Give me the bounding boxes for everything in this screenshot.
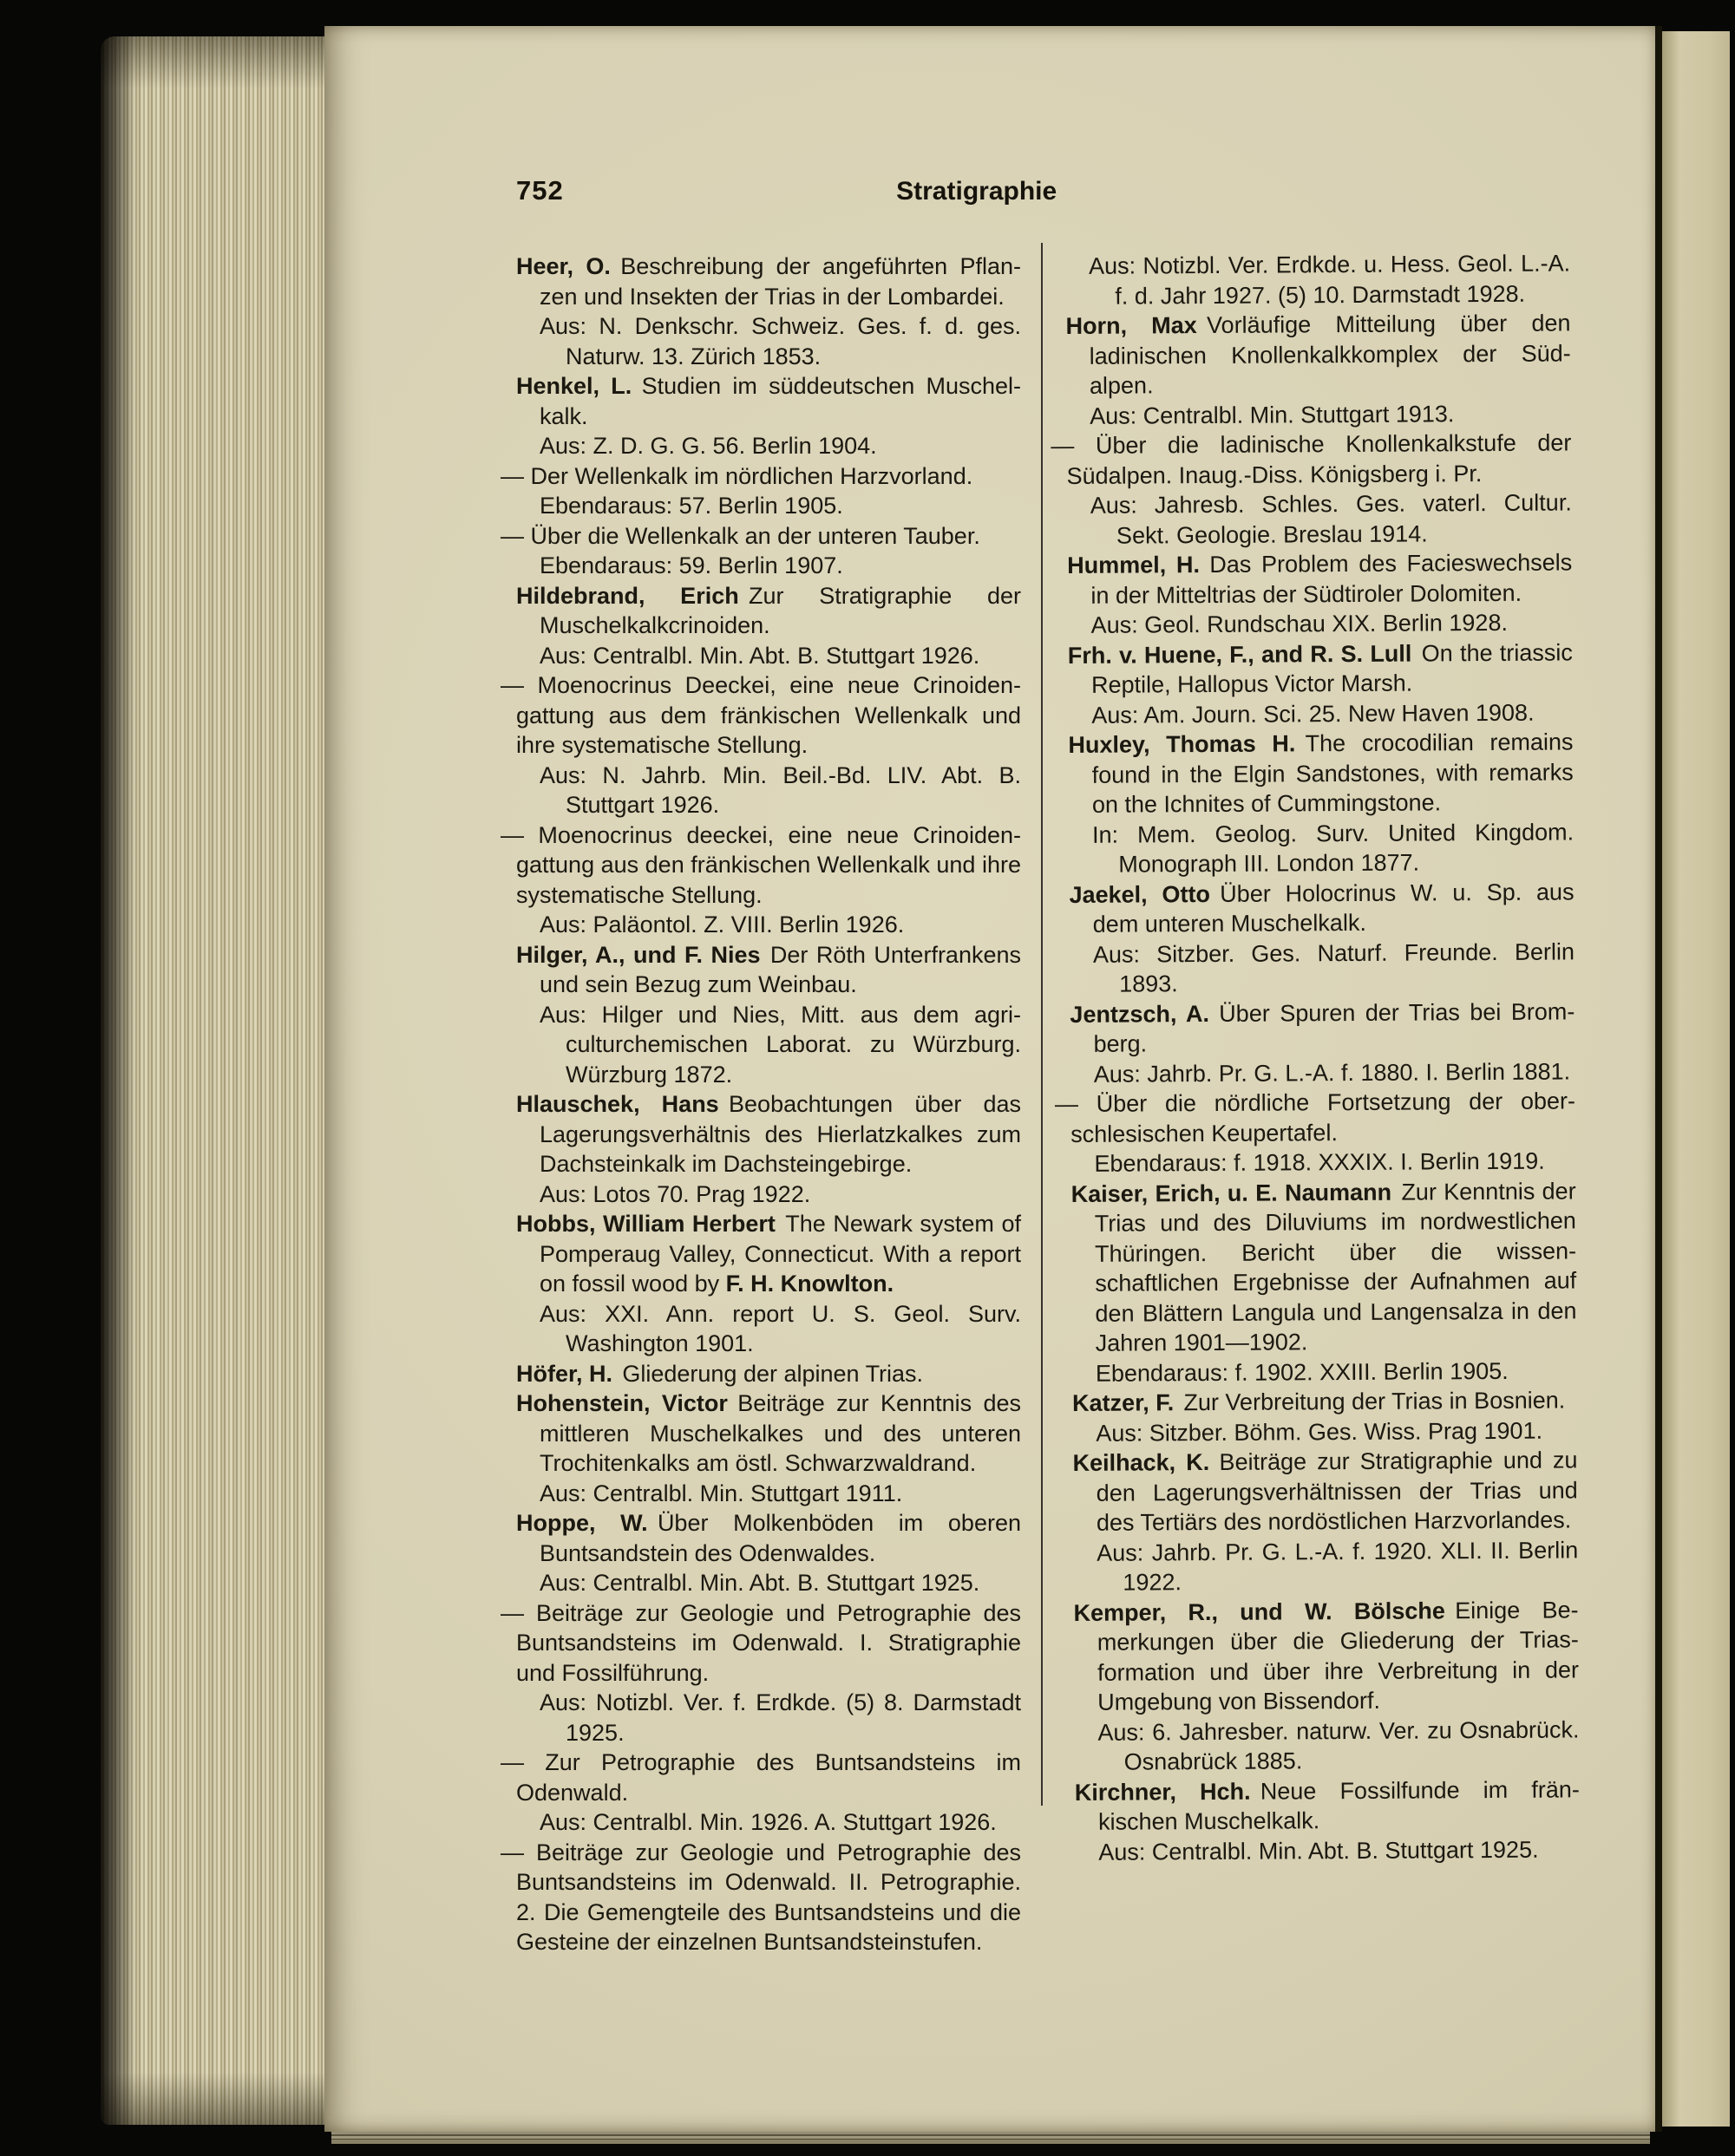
- entry-title-line: [1070, 996, 1575, 1060]
- entry-text: Beiträge zur Kenntnis des mittleren Muschelkalkes und des unteren Trochitenkalks am östl. Schwarzwaldrand.: [540, 1390, 1021, 1476]
- bibliography-entry: [516, 1209, 1021, 1359]
- entry-text: Über Holocrinus W. u. Sp. aus dem unteren Muschelkalk.: [1092, 878, 1575, 938]
- entry-text: Aus: Centralbl. Min. Abt. B. Stuttgart 1925.: [540, 1570, 980, 1596]
- entry-source-line: [1070, 1146, 1575, 1179]
- author-name: Höfer, H.: [516, 1360, 613, 1387]
- bibliography-entry: [501, 820, 1021, 940]
- entry-title-line: [1068, 727, 1574, 820]
- bibliography-entry: [516, 252, 1021, 371]
- entry-source-line: [516, 491, 1021, 521]
- entry-text: Zur Kenntnis der Trias und des Diluviums im nordwestlichen Thüringen. Bericht über die wissenschaftlichen Ergebnisse der Aufnahmen auf den Blättern Langula und Langensalza in den Jahren 1901—1902.: [1094, 1177, 1577, 1356]
- entry-text: Zur Stratigraphie der Muschelkalkcrinoiden.: [540, 582, 1021, 638]
- right-column: [1051, 248, 1580, 1867]
- entry-text: Aus: Z. D. G. G. 56. Berlin 1904.: [540, 433, 877, 459]
- entry-source-line: [1073, 1535, 1578, 1598]
- entry-text: Aus: Sitzber. Böhm. Ges. Wiss. Prag 1901.: [1096, 1417, 1543, 1447]
- bibliography-entry: [501, 521, 1021, 581]
- bibliography-entry: [501, 1748, 1021, 1838]
- bibliography-entry: [1065, 248, 1570, 311]
- entry-text: Aus: N. Jahrb. Min. Beil.-Bd. LIV. Abt. B. Stuttgart 1926.: [540, 761, 1021, 818]
- entry-title-line: [1051, 428, 1572, 491]
- entry-title-line: [516, 1359, 1021, 1389]
- entry-text: Aus: XXI. Ann. report U. S. Geol. Surv. Washington 1901.: [540, 1300, 1021, 1356]
- entry-text: Studien im süddeutschen Muschelkalk.: [540, 373, 1021, 429]
- entry-source-line: [1069, 817, 1574, 880]
- entry-text: Aus: Jahrb. Pr. G. L.-A. f. 1880. I. Berlin 1881.: [1093, 1057, 1571, 1088]
- entry-text: Ebendaraus: f. 1902. XXIII. Berlin 1905.: [1095, 1357, 1509, 1387]
- running-title: Stratigraphie: [896, 177, 1057, 206]
- bibliography-entry: [501, 1838, 1021, 1957]
- author-name: Jentzsch, A.: [1070, 1000, 1210, 1028]
- entry-text: The Newark system of Pomperaug Valley, Connecticut. With a report on fossil wood by: [540, 1211, 1021, 1297]
- entry-text: — Über die nördliche Fortsetzung der oberschlesischen Keupertafel.: [1054, 1088, 1576, 1147]
- author-name: Frh. v. Huene, F., and R. S. Lull: [1067, 640, 1412, 669]
- page-header: [324, 175, 1655, 215]
- bottom-page-edges: [331, 2132, 1650, 2144]
- entry-text: Aus: Centralbl. Min. 1926. A. Stuttgart 1926.: [540, 1809, 997, 1835]
- page-number: 752: [516, 175, 564, 206]
- entry-text: Gliederung der alpinen Trias.: [622, 1360, 924, 1387]
- entry-title-line: [501, 1748, 1021, 1807]
- entry-text: — Beiträge zur Geologie und Petrographie des Buntsandsteins im Odenwald. I. Stratigraphie und Fossilführung.: [501, 1599, 1021, 1686]
- author-name: Hildebrand, Erich: [516, 582, 739, 609]
- author-name: Hummel, H.: [1067, 552, 1201, 578]
- bibliography-entry: [516, 940, 1021, 1090]
- author-name: Heer, O.: [516, 253, 611, 279]
- bibliography-entry: [516, 1388, 1021, 1508]
- bibliography-entry: [1068, 727, 1574, 879]
- entry-text: Ebendaraus: 59. Berlin 1907.: [540, 552, 843, 578]
- entry-title-line: [516, 1388, 1021, 1479]
- entry-text: Aus: Jahrb. Pr. G. L.-A. f. 1920. XLI. II. Berlin 1922.: [1097, 1536, 1579, 1596]
- entry-title-line: [1072, 1385, 1577, 1418]
- entry-text: — Über die Wellenkalk an der unteren Tauber.: [501, 522, 980, 549]
- bibliography-entry: [516, 581, 1021, 671]
- entry-title-line: [501, 1838, 1021, 1957]
- entry-text: Aus: N. Denkschr. Schweiz. Ges. f. d. ges. Naturw. 13. Zürich 1853.: [540, 313, 1021, 369]
- entry-text: Über Spuren der Trias bei Bromberg.: [1093, 997, 1575, 1057]
- entry-text: Aus: Geol. Rundschau XIX. Berlin 1928.: [1090, 609, 1508, 638]
- entry-source-line: [516, 1688, 1021, 1748]
- bibliography-entry: [516, 1508, 1021, 1598]
- entry-source-line: [516, 1000, 1021, 1090]
- entry-text: Aus: Centralbl. Min. Abt. B. Stuttgart 1926.: [540, 642, 980, 669]
- entry-source-line: [1070, 1056, 1575, 1089]
- entry-text: Aus: Paläontol. Z. VIII. Berlin 1926.: [540, 911, 905, 938]
- entry-title-line: [501, 670, 1021, 761]
- entry-text: Aus: Centralbl. Min. Stuttgart 1911.: [540, 1480, 903, 1506]
- entry-source-line: [516, 761, 1021, 820]
- entry-source-line: [1066, 398, 1571, 431]
- bibliography-entry: [1069, 877, 1575, 1000]
- author-name: Hohenstein, Victor: [516, 1390, 728, 1416]
- entry-text: — Moenocrinus Deeckei, eine neue Crinoidengattung aus dem fränkischen Wellenkalk und ihre systematische Stellung.: [501, 672, 1021, 758]
- entry-text: Einige Bemerkungen über die Gliederung der Triasformation und über ihre Verbreitung in der Umgebung von Bissendorf.: [1097, 1596, 1580, 1715]
- entry-text: Das Problem des Facieswechsels in der Mitteltrias der Südtiroler Dolomiten.: [1090, 549, 1573, 609]
- author-name: Hoppe, W.: [516, 1510, 648, 1536]
- author-name: Keilhack, K.: [1072, 1449, 1210, 1476]
- entry-text: — Über die ladinische Knollenkalkstufe der Südalpen. Inaug.-Diss. Königsberg i. Pr.: [1051, 429, 1572, 489]
- entry-source-line: [516, 431, 1021, 461]
- entry-source-line: [516, 1299, 1021, 1359]
- entry-text: Ebendaraus: 57. Berlin 1905.: [540, 493, 843, 519]
- bibliography-entry: [1065, 308, 1571, 431]
- entry-text: — Beiträge zur Geologie und Petrographie des Buntsandsteins im Odenwald. II. Petrographie. 2. Die Gemengteile des Buntsandsteins und die Gesteine der einzelnen Buntsandsteinstufen.: [501, 1839, 1021, 1955]
- entry-title-line: [1068, 637, 1573, 701]
- entry-source-line: [1075, 1834, 1580, 1867]
- bibliography-entry: [1068, 637, 1574, 730]
- entry-source-line: [516, 1807, 1021, 1838]
- entry-text: Neue Fossilfunde im fränkischen Muschelkalk.: [1097, 1775, 1580, 1835]
- entry-text: Aus: Am. Journ. Sci. 25. New Haven 1908.: [1091, 699, 1535, 728]
- entry-source-line: [516, 641, 1021, 671]
- entry-source-line: [1070, 937, 1575, 1000]
- entry-text: Ebendaraus: f. 1918. XXXIX. I. Berlin 1919.: [1094, 1147, 1545, 1177]
- entry-text: Beschreibung der angeführten Pflanzen und Insekten der Trias in der Lombardei.: [540, 253, 1021, 310]
- entry-source-line: [1068, 697, 1573, 730]
- entry-title-line: [1067, 547, 1572, 611]
- entry-text: Über Molkenböden im oberen Buntsandstein des Odenwaldes.: [540, 1510, 1021, 1566]
- bibliography-entry: [1071, 1176, 1577, 1388]
- bibliography-entry: [501, 1598, 1021, 1748]
- author-name: Hlauschek, Hans: [516, 1091, 719, 1117]
- author-name: Kemper, R., und W. Bölsche: [1073, 1597, 1445, 1626]
- bibliography-entry: [501, 670, 1021, 820]
- author-name: Horn, Max: [1065, 312, 1197, 339]
- entry-text: Vorläufige Mitteilung über den ladinischen Knollenkalkkomplex der Südalpen.: [1089, 310, 1571, 399]
- entry-source-line: [1072, 1415, 1577, 1448]
- bibliography-entry: [1054, 1086, 1576, 1179]
- bibliography-entry: [516, 371, 1021, 461]
- entry-text: Aus: Jahresb. Schles. Ges. vaterl. Cultur. Sekt. Geologie. Breslau 1914.: [1090, 489, 1572, 549]
- entry-text: Aus: Centralbl. Min. Abt. B. Stuttgart 1925.: [1098, 1836, 1539, 1865]
- bibliography-entry: [1075, 1774, 1581, 1867]
- entry-title-line: [501, 461, 1021, 492]
- author-name: Katzer, F.: [1072, 1389, 1175, 1416]
- entry-text: Aus: Centralbl. Min. Stuttgart 1913.: [1090, 400, 1455, 429]
- entry-title-line: [1073, 1595, 1579, 1718]
- entry-title-line: [516, 371, 1021, 431]
- book-page-edges: [101, 36, 324, 2125]
- bibliography-entry: [1073, 1595, 1579, 1778]
- author-name: Hilger, A., und F. Nies: [516, 941, 761, 968]
- entry-title-line: [516, 252, 1021, 311]
- entry-text: Aus: Hilger und Nies, Mitt. aus dem agriculturchemischen Laborat. zu Würzburg. Würzburg 1872.: [540, 1001, 1021, 1088]
- bibliography-entry: [1070, 996, 1575, 1089]
- author-name: Kirchner, Hch.: [1074, 1778, 1251, 1806]
- entry-text: The crocodilian remains found in the Elgin Sandstones, with remarks on the Ichnites of Cummingstone.: [1091, 728, 1574, 818]
- bibliography-entry: [1067, 547, 1573, 640]
- entry-title-line: [516, 1209, 1021, 1299]
- entry-text: Aus: Lotos 70. Prag 1922.: [540, 1180, 811, 1207]
- author-name: Kaiser, Erich, u. E. Naumann: [1070, 1179, 1392, 1207]
- entry-title-line: [516, 940, 1021, 1000]
- entry-text: On the triassic Reptile, Hallopus Victor Marsh.: [1090, 638, 1573, 698]
- author-name: Henkel, L.: [516, 373, 632, 399]
- entry-text: Beiträge zur Stratigraphie und zu den Lagerungsverhältnissen der Trias und des Tertiärs des nordöstlichen Harzvorlandes.: [1096, 1447, 1578, 1536]
- entry-source-line: [1072, 1356, 1577, 1388]
- next-page-edge: [1662, 31, 1730, 2127]
- author-name: Jaekel, Otto: [1069, 880, 1211, 908]
- entry-source-line: [516, 311, 1021, 371]
- entry-title-line: [501, 820, 1021, 911]
- entry-source-line: [516, 1479, 1021, 1509]
- entry-title-line: [1072, 1445, 1578, 1538]
- entry-text: — Moenocrinus deeckei, eine neue Crinoidengattung aus den fränkischen Wellenkalk und ihre systematische Stellung.: [501, 821, 1021, 908]
- entry-title-line: [1054, 1086, 1576, 1149]
- entry-text: Aus: Sitzber. Ges. Naturf. Freunde. Berlin 1893.: [1092, 938, 1575, 997]
- entry-title-line: [1075, 1774, 1580, 1838]
- entry-source-line: [1065, 248, 1570, 311]
- entry-source-line: [1074, 1715, 1579, 1778]
- entry-text: Zur Verbreitung der Trias in Bosnien.: [1183, 1387, 1566, 1416]
- author-name: Huxley, Thomas H.: [1068, 730, 1296, 758]
- entry-title-line: [516, 581, 1021, 641]
- bibliography-entry: [1072, 1385, 1577, 1448]
- entry-text: Beobachtungen über das Lagerungsverhältnis des Hierlatzkalkes zum Dachsteinkalk im Dachsteingebirge.: [540, 1091, 1021, 1177]
- entry-text: — Zur Petrographie des Buntsandsteins im Odenwald.: [501, 1749, 1021, 1806]
- entry-text: Aus: Notizbl. Ver. Erdkde. u. Hess. Geol. L.-A. f. d. Jahr 1927. (5) 10. Darmstadt 1928.: [1089, 250, 1571, 310]
- left-column: [501, 252, 1021, 1957]
- author-name: Hobbs, William Herbert: [516, 1211, 776, 1237]
- entry-title-line: [501, 1598, 1021, 1689]
- entry-title-line: [516, 1089, 1021, 1179]
- entry-source-line: [516, 1568, 1021, 1598]
- entry-source-line: [516, 551, 1021, 581]
- author-name: F. H. Knowlton.: [725, 1271, 894, 1297]
- entry-source-line: [1067, 487, 1572, 551]
- entry-source-line: [516, 1179, 1021, 1210]
- entry-title-line: [1069, 877, 1574, 940]
- entry-text: — Der Wellenkalk im nördlichen Harzvorland.: [501, 462, 973, 489]
- entry-source-line: [516, 910, 1021, 940]
- entry-title-line: [501, 521, 1021, 552]
- bibliography-entry: [1072, 1445, 1578, 1597]
- column-divider: [1041, 243, 1043, 1806]
- book-page: [324, 26, 1655, 2132]
- page-gap-shadow: [1655, 26, 1662, 2132]
- entry-title-line: [1071, 1176, 1577, 1359]
- bibliography-entry: [516, 1089, 1021, 1209]
- entry-title-line: [1065, 308, 1571, 401]
- entry-text: Der Röth Unterfrankens und sein Bezug zum Weinbau.: [540, 941, 1021, 997]
- bibliography-entry: [1051, 428, 1572, 551]
- entry-text: In: Mem. Geolog. Surv. United Kingdom. Monograph III. London 1877.: [1092, 818, 1575, 878]
- entry-text: Aus: 6. Jahresber. naturw. Ver. zu Osnabrück. Osnabrück 1885.: [1097, 1715, 1580, 1775]
- bibliography-entry: [501, 461, 1021, 521]
- entry-text: Aus: Notizbl. Ver. f. Erdkde. (5) 8. Darmstadt 1925.: [540, 1689, 1021, 1746]
- entry-title-line: [516, 1508, 1021, 1568]
- bibliography-entry: [516, 1359, 1021, 1389]
- entry-source-line: [1068, 607, 1573, 640]
